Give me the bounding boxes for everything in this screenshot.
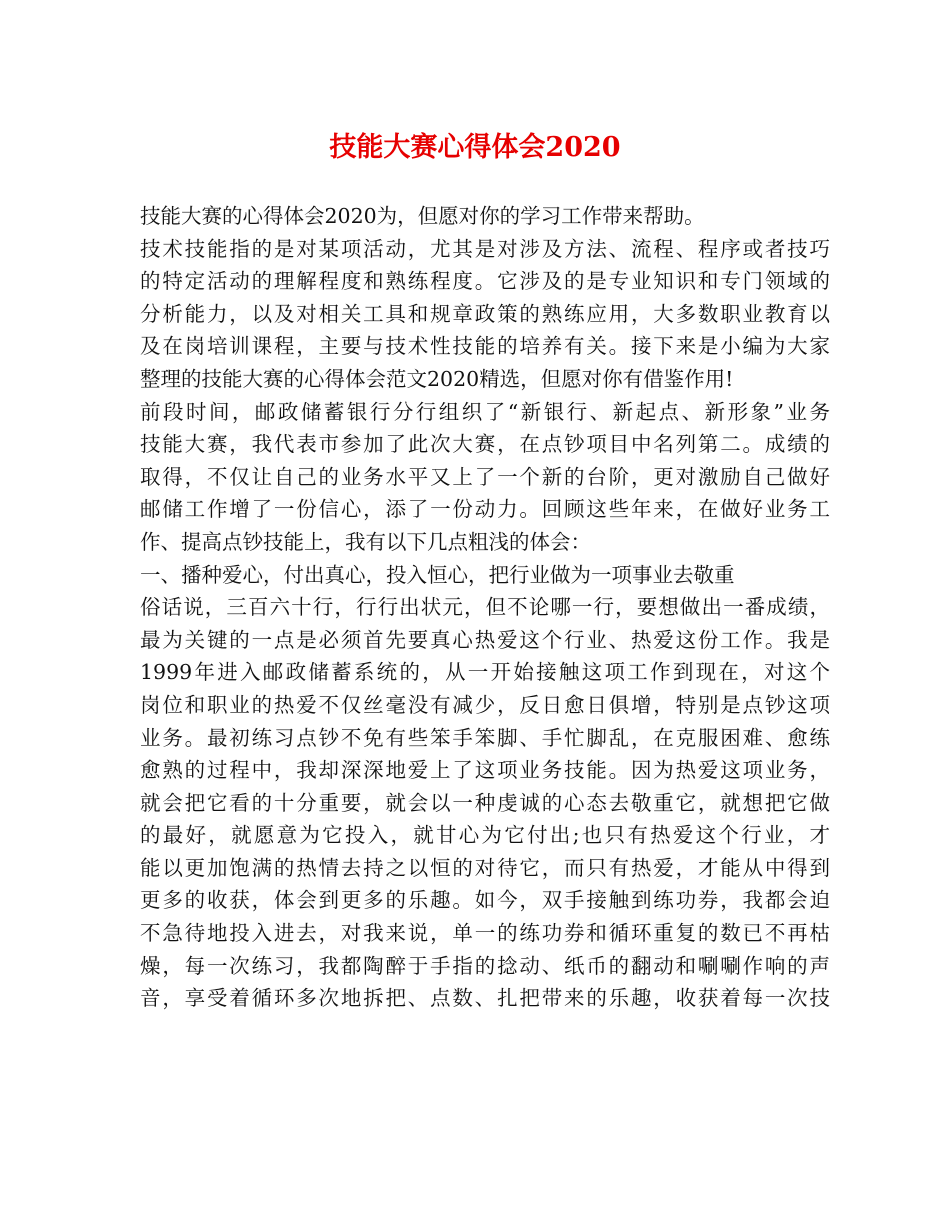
body-line: 作、提高点钞技能上，我有以下几点粗浅的体会： <box>140 529 591 554</box>
body-line: 最为关键的一点是必须首先要真心热爱这个行业、热爱这份工作。我是 <box>140 627 830 652</box>
body-line: 取得，不仅让自己的业务水平又上了一个新的台阶，更对激励自己做好 <box>140 464 830 489</box>
body-line: 岗位和职业的热爱不仅丝毫没有减少，反日愈日俱增，特别是点钞这项 <box>140 692 830 717</box>
body-line: 邮储工作增了一份信心，添了一份动力。回顾这些年来，在做好业务工 <box>140 497 830 522</box>
body-line: 技能大赛的心得体会2020为，但愿对你的学习工作带来帮助。 <box>140 204 705 228</box>
body-line: 燥，每一次练习，我都陶醉于手指的捻动、纸币的翻动和唰唰作响的声 <box>140 953 830 978</box>
body-line: 一、播种爱心，付出真心，投入恒心，把行业做为一项事业去敬重 <box>140 562 735 587</box>
body-line: 1999年进入邮政储蓄系统的，从一开始接触这项工作到现在，对这个 <box>140 660 830 685</box>
body-line: 不急待地投入进去，对我来说，单一的练功券和循环重复的数已不再枯 <box>140 921 830 946</box>
body-line: 就会把它看的十分重要，就会以一种虔诚的心态去敬重它，就想把它做 <box>140 790 830 815</box>
body-line: 的最好，就愿意为它投入，就甘心为它付出;也只有热爱这个行业，才 <box>140 823 830 848</box>
body-line: 整理的技能大赛的心得体会范文2020精选，但愿对你有借鉴作用! <box>140 366 734 391</box>
body-line: 的特定活动的理解程度和熟练程度。它涉及的是专业知识和专门领域的 <box>140 269 830 294</box>
body-line: 业务。最初练习点钞不免有些笨手笨脚、手忙脚乱，在克服困难、愈练 <box>140 725 830 750</box>
body-line: 分析能力，以及对相关工具和规章政策的熟练应用，大多数职业教育以 <box>140 301 830 326</box>
body-line: 及在岗培训课程，主要与技术性技能的培养有关。接下来是小编为大家 <box>140 334 830 359</box>
body-line: 能以更加饱满的热情去持之以恒的对待它，而只有热爱，才能从中得到 <box>140 855 830 880</box>
body-line: 技能大赛，我代表市参加了此次大赛，在点钞项目中名列第二。成绩的 <box>140 432 830 457</box>
document-title: 技能大赛心得体会2020 <box>329 132 621 163</box>
document-body <box>140 200 830 1015</box>
body-line: 技术技能指的是对某项活动，尤其是对涉及方法、流程、程序或者技巧 <box>140 236 830 261</box>
body-line: 俗话说，三百六十行，行行出状元，但不论哪一行，要想做出一番成绩， <box>140 595 830 620</box>
body-line: 音，享受着循环多次地拆把、点数、扎把带来的乐趣，收获着每一次技 <box>140 986 830 1011</box>
body-line: 愈熟的过程中，我却深深地爱上了这项业务技能。因为热爱这项业务， <box>140 758 830 783</box>
body-line: 前段时间，邮政储蓄银行分行组织了“新银行、新起点、新形象”业务 <box>140 399 830 424</box>
body-line: 更多的收获，体会到更多的乐趣。如今，双手接触到练功券，我都会迫 <box>140 888 830 913</box>
